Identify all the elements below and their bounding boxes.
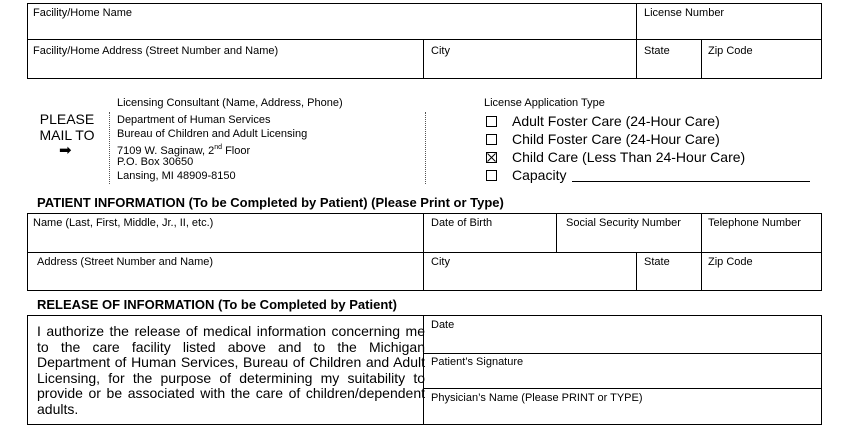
child-care-label: Child Care (Less Than 24-Hour Care) xyxy=(512,149,746,165)
patient-zip-label: Zip Code xyxy=(708,256,753,268)
capacity-checkbox[interactable] xyxy=(486,170,497,181)
child-foster-care-label: Child Foster Care (24-Hour Care) xyxy=(512,131,720,147)
facility-zip-label: Zip Code xyxy=(708,45,753,57)
patient-address-label: Address (Street Number and Name) xyxy=(37,256,214,268)
release-heading: RELEASE OF INFORMATION (To be Completed by Patient) xyxy=(37,297,397,312)
facility-address-input[interactable] xyxy=(31,59,419,76)
physician-name-label: Physician’s Name (Please PRINT or TYPE) xyxy=(431,392,643,404)
patient-zip-input[interactable] xyxy=(705,270,818,288)
patient-divider-phone xyxy=(701,213,702,291)
release-row-divider-1 xyxy=(423,353,822,354)
patient-info-heading: PATIENT INFORMATION (To be Completed by Patient) (Please Print or Type) xyxy=(37,195,504,210)
facility-divider-city xyxy=(423,39,424,79)
facility-state-input[interactable] xyxy=(640,59,697,76)
license-type-label: License Application Type xyxy=(484,97,605,109)
capacity-input[interactable] xyxy=(572,166,810,180)
floor-text: Floor xyxy=(222,145,251,157)
ordinal-suffix: nd xyxy=(214,144,223,151)
patient-ssn-label: Social Security Number xyxy=(566,217,681,229)
patient-city-label: City xyxy=(431,256,450,268)
check-x-icon xyxy=(487,153,496,162)
please-line-1: PLEASE xyxy=(39,111,95,127)
facility-divider-license xyxy=(636,3,637,79)
capacity-label: Capacity xyxy=(512,167,567,183)
release-date-label: Date xyxy=(431,319,455,331)
facility-name-input[interactable] xyxy=(31,21,631,37)
patient-state-label: State xyxy=(644,256,670,268)
patient-address-input[interactable] xyxy=(31,270,419,288)
facility-name-label: Facility/Home Name xyxy=(33,7,133,19)
patient-divider-state xyxy=(636,252,637,291)
facility-city-input[interactable] xyxy=(427,59,632,76)
child-care-checkbox[interactable] xyxy=(486,152,497,163)
mail-address-line-4: P.O. Box 30650 xyxy=(117,156,194,168)
mail-left-divider xyxy=(109,112,110,184)
mail-address-line-5: Lansing, MI 48909-8150 xyxy=(117,170,236,182)
facility-state-label: State xyxy=(644,45,670,57)
patient-name-input[interactable] xyxy=(31,231,419,249)
patient-phone-input[interactable] xyxy=(705,231,818,249)
capacity-underline xyxy=(572,181,810,182)
mail-address-line-3 xyxy=(117,142,250,157)
adult-foster-care-checkbox[interactable] xyxy=(486,116,497,127)
facility-city-label: City xyxy=(431,45,450,57)
patient-row-divider xyxy=(27,252,822,253)
physician-name-input[interactable] xyxy=(427,405,818,418)
patient-divider-dob xyxy=(423,213,424,291)
patient-name-label: Name (Last, First, Middle, Jr., II, etc.) xyxy=(33,217,214,229)
patient-dob-input[interactable] xyxy=(427,231,552,249)
child-foster-care-checkbox[interactable] xyxy=(486,134,497,145)
please-mail-to xyxy=(37,111,97,143)
mail-address-line-2: Bureau of Children and Adult Licensing xyxy=(117,128,308,140)
license-number-input[interactable] xyxy=(640,21,818,37)
patient-city-input[interactable] xyxy=(427,270,632,288)
mail-right-divider xyxy=(425,112,426,184)
patient-ssn-input[interactable] xyxy=(560,231,697,249)
patient-signature-input[interactable] xyxy=(427,370,818,385)
facility-zip-input[interactable] xyxy=(705,59,818,76)
adult-foster-care-label: Adult Foster Care (24-Hour Care) xyxy=(512,113,720,129)
release-row-divider-2 xyxy=(423,388,822,389)
patient-divider-ssn xyxy=(556,213,557,252)
right-arrow-icon: ➡ xyxy=(59,141,72,159)
please-line-2: MAIL TO xyxy=(39,127,95,143)
mail-street-text: 7109 W. Saginaw, 2 xyxy=(117,145,215,157)
facility-divider-zip xyxy=(701,39,702,79)
patient-dob-label: Date of Birth xyxy=(431,217,493,229)
release-authorization-text: I authorize the release of medical information concerning me to the care facility listed above and to the Michigan Department of Human Services, Bureau of Children and Adult Licensing, for the purpose of determining my suitability to provide or be associated with the care of children/dependent adults. xyxy=(37,323,425,417)
license-number-label: License Number xyxy=(644,7,725,19)
facility-address-label: Facility/Home Address (Street Number and Name) xyxy=(33,45,279,57)
mail-address-line-1: Department of Human Services xyxy=(117,114,271,126)
patient-signature-label: Patient’s Signature xyxy=(431,356,524,368)
facility-row-divider xyxy=(27,39,822,40)
patient-phone-label: Telephone Number xyxy=(708,217,801,229)
consultant-label: Licensing Consultant (Name, Address, Phone) xyxy=(117,97,343,109)
release-date-input[interactable] xyxy=(427,333,818,350)
patient-state-input[interactable] xyxy=(640,270,697,288)
